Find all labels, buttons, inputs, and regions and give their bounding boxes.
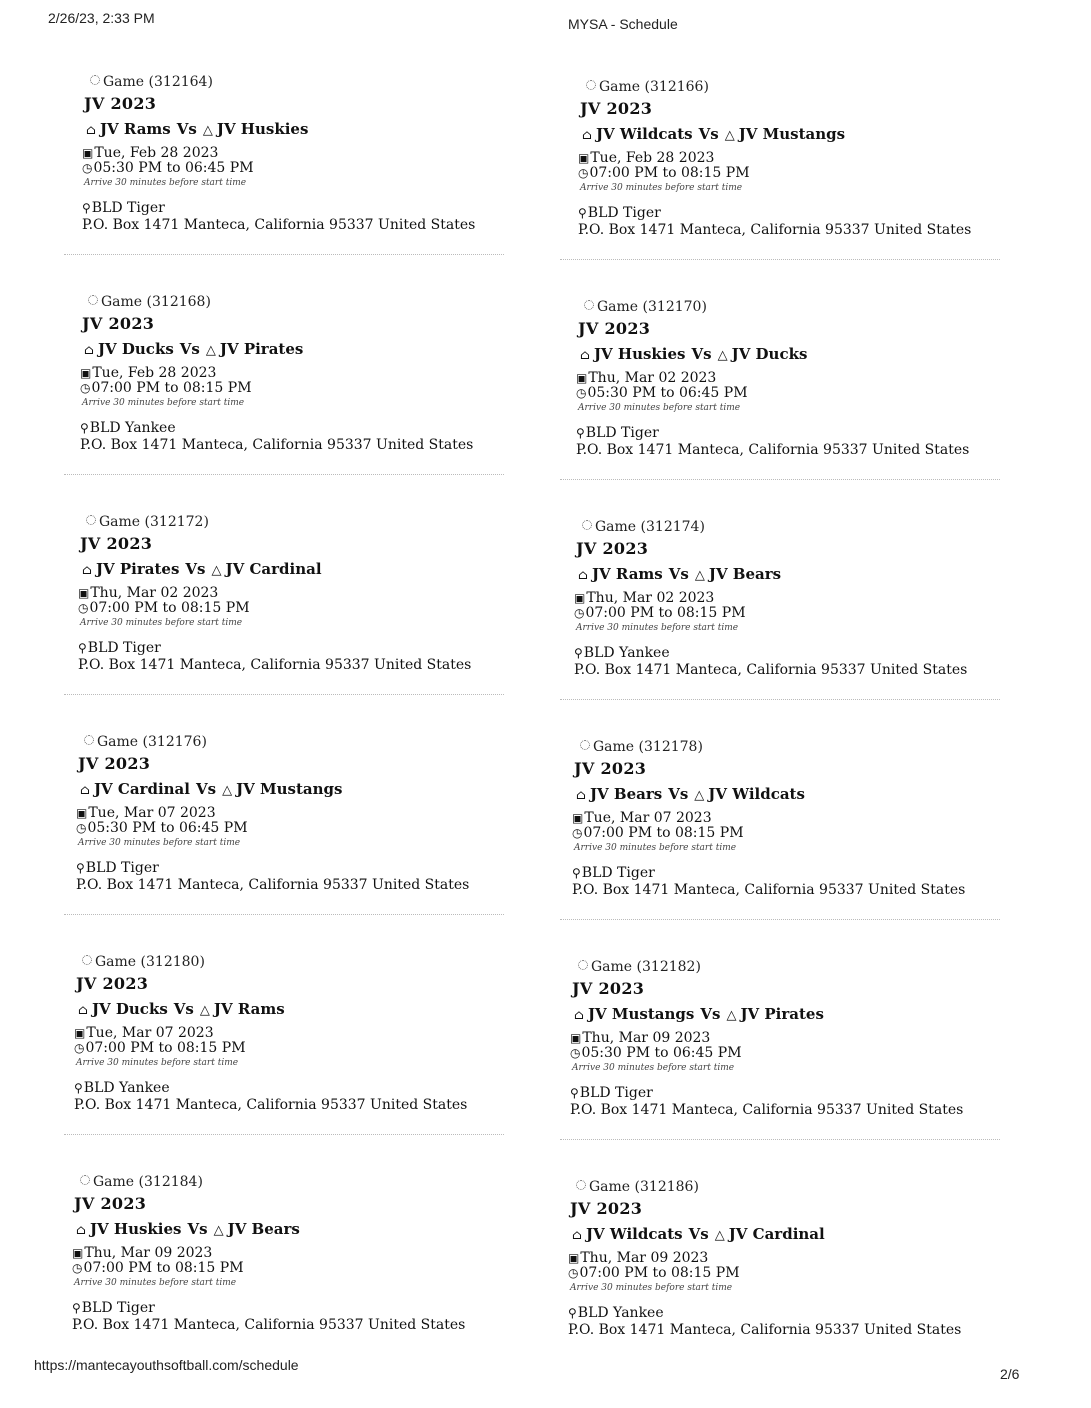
game-id-label: Game (312164): [103, 74, 213, 90]
map-pin-icon: ⚲: [80, 421, 89, 435]
away-team: JV Ducks: [731, 345, 808, 363]
matchup: [76, 1220, 300, 1238]
card-separator: [560, 1139, 1000, 1140]
game-time: [80, 380, 252, 396]
game-card: [574, 739, 1044, 939]
calendar-icon: ▣: [568, 1251, 580, 1265]
arrive-note: Arrive 30 minutes before start time: [80, 618, 243, 628]
game-card: [80, 514, 550, 714]
game-time: [568, 1265, 740, 1281]
game-id[interactable]: [88, 294, 211, 310]
game-time: [574, 605, 746, 621]
away-team: JV Mustangs: [738, 125, 846, 143]
matchup: [82, 560, 322, 578]
away-icon: △: [222, 783, 233, 798]
vs-label: Vs: [179, 340, 200, 358]
home-icon: ⌂: [574, 1008, 584, 1023]
game-id[interactable]: [86, 514, 209, 530]
clock-icon: ◷: [576, 386, 587, 400]
location-address: P.O. Box 1471 Manteca, California 95337 United States: [76, 877, 470, 893]
matchup: [84, 340, 303, 358]
card-separator: [64, 914, 504, 915]
location-name: BLD Yankee: [83, 1080, 170, 1096]
arrive-note: Arrive 30 minutes before start time: [578, 403, 741, 413]
home-team: JV Ducks: [97, 340, 174, 358]
season-label: JV 2023: [82, 314, 155, 333]
game-card: [580, 79, 1050, 279]
game-time: [72, 1260, 244, 1276]
matchup: [580, 345, 807, 363]
away-team: JV Rams: [213, 1000, 285, 1018]
game-id-label: Game (312170): [597, 299, 707, 315]
game-id[interactable]: [582, 519, 705, 535]
game-time-text: 07:00 PM to 08:15 PM: [579, 1265, 740, 1281]
game-id-label: Game (312180): [95, 954, 205, 970]
game-location[interactable]: [572, 865, 655, 881]
game-date-text: Tue, Mar 07 2023: [86, 1025, 214, 1041]
map-pin-icon: ⚲: [82, 201, 91, 215]
game-time-text: 05:30 PM to 06:45 PM: [587, 385, 748, 401]
game-date-text: Thu, Mar 09 2023: [84, 1245, 213, 1261]
game-id[interactable]: [584, 299, 707, 315]
game-date-text: Tue, Mar 07 2023: [88, 805, 216, 821]
game-id[interactable]: [576, 1179, 699, 1195]
card-separator: [560, 919, 1000, 920]
home-team: JV Cardinal: [93, 780, 190, 798]
location-name: BLD Tiger: [581, 865, 655, 881]
game-card: [76, 954, 546, 1154]
location-address: P.O. Box 1471 Manteca, California 95337 United States: [78, 657, 472, 673]
home-icon: ⌂: [84, 343, 94, 358]
location-address: P.O. Box 1471 Manteca, California 95337 United States: [72, 1317, 466, 1333]
game-location[interactable]: [570, 1085, 653, 1101]
home-icon: ⌂: [578, 568, 588, 583]
game-location[interactable]: [72, 1300, 155, 1316]
home-icon: ⌂: [572, 1228, 582, 1243]
game-id-label: Game (312172): [99, 514, 209, 530]
away-icon: △: [717, 348, 728, 363]
away-icon: △: [694, 788, 705, 803]
game-id-label: Game (312176): [97, 734, 207, 750]
clock-icon: ◷: [82, 161, 93, 175]
game-time-text: 07:00 PM to 08:15 PM: [85, 1040, 246, 1056]
away-icon: △: [211, 563, 222, 578]
away-icon: △: [202, 123, 213, 138]
map-pin-icon: ⚲: [568, 1306, 577, 1320]
game-id-label: Game (312184): [93, 1174, 203, 1190]
calendar-icon: ▣: [80, 366, 92, 380]
matchup: [572, 1225, 825, 1243]
home-team: JV Mustangs: [587, 1005, 695, 1023]
season-label: JV 2023: [574, 759, 647, 778]
away-icon: △: [694, 568, 705, 583]
game-location[interactable]: [78, 640, 161, 656]
clock-icon: ◷: [568, 1266, 579, 1280]
vs-label: Vs: [176, 120, 197, 138]
game-id-label: Game (312182): [591, 959, 701, 975]
game-time: [578, 165, 750, 181]
clock-icon: ◷: [578, 166, 589, 180]
game-time-text: 05:30 PM to 06:45 PM: [93, 160, 254, 176]
game-id[interactable]: [82, 954, 205, 970]
game-location[interactable]: [80, 420, 176, 436]
game-status-icon: [82, 955, 92, 965]
game-card: [74, 1174, 544, 1374]
calendar-icon: ▣: [570, 1031, 582, 1045]
game-date: [568, 1250, 708, 1266]
game-date: [576, 370, 716, 386]
print-title: MYSA - Schedule: [568, 16, 678, 32]
game-location[interactable]: [574, 645, 670, 661]
arrive-note: Arrive 30 minutes before start time: [576, 623, 739, 633]
home-icon: ⌂: [86, 123, 96, 138]
game-time-text: 07:00 PM to 08:15 PM: [89, 600, 250, 616]
game-date: [572, 810, 712, 826]
game-date: [72, 1245, 212, 1261]
game-time: [82, 160, 254, 176]
away-team: JV Bears: [227, 1220, 300, 1238]
game-location[interactable]: [578, 205, 661, 221]
game-status-icon: [84, 735, 94, 745]
map-pin-icon: ⚲: [570, 1086, 579, 1100]
matchup: [78, 1000, 285, 1018]
location-address: P.O. Box 1471 Manteca, California 95337 United States: [82, 217, 476, 233]
vs-label: Vs: [698, 125, 719, 143]
game-status-icon: [582, 520, 592, 530]
location-name: BLD Tiger: [87, 640, 161, 656]
print-date: 2/26/23, 2:33 PM: [48, 10, 155, 26]
page-number: 2/6: [1000, 1366, 1020, 1382]
vs-label: Vs: [688, 1225, 709, 1243]
away-icon: △: [724, 128, 735, 143]
location-name: BLD Tiger: [587, 205, 661, 221]
home-icon: ⌂: [78, 1003, 88, 1018]
game-status-icon: [576, 1180, 586, 1190]
calendar-icon: ▣: [72, 1246, 84, 1260]
away-team: JV Pirates: [740, 1005, 824, 1023]
home-team: JV Rams: [99, 120, 171, 138]
map-pin-icon: ⚲: [72, 1301, 81, 1315]
season-label: JV 2023: [576, 539, 649, 558]
away-team: JV Cardinal: [225, 560, 322, 578]
arrive-note: Arrive 30 minutes before start time: [84, 178, 247, 188]
calendar-icon: ▣: [76, 806, 88, 820]
game-time: [572, 825, 744, 841]
game-time-text: 07:00 PM to 08:15 PM: [589, 165, 750, 181]
clock-icon: ◷: [570, 1046, 581, 1060]
card-separator: [560, 259, 1000, 260]
home-icon: ⌂: [580, 348, 590, 363]
arrive-note: Arrive 30 minutes before start time: [572, 1063, 735, 1073]
arrive-note: Arrive 30 minutes before start time: [82, 398, 245, 408]
clock-icon: ◷: [76, 821, 87, 835]
season-label: JV 2023: [76, 974, 149, 993]
game-status-icon: [80, 1175, 90, 1185]
card-separator: [560, 479, 1000, 480]
location-name: BLD Tiger: [585, 425, 659, 441]
game-date: [578, 150, 714, 166]
game-card: [578, 299, 1048, 499]
map-pin-icon: ⚲: [578, 206, 587, 220]
home-team: JV Ducks: [91, 1000, 168, 1018]
vs-label: Vs: [668, 565, 689, 583]
home-icon: ⌂: [576, 788, 586, 803]
season-label: JV 2023: [78, 754, 151, 773]
map-pin-icon: ⚲: [576, 426, 585, 440]
game-date-text: Thu, Mar 02 2023: [588, 370, 717, 386]
matchup: [86, 120, 308, 138]
game-time-text: 05:30 PM to 06:45 PM: [87, 820, 248, 836]
location-name: BLD Yankee: [583, 645, 670, 661]
game-id-label: Game (312168): [101, 294, 211, 310]
vs-label: Vs: [187, 1220, 208, 1238]
away-icon: △: [199, 1003, 210, 1018]
location-address: P.O. Box 1471 Manteca, California 95337 United States: [74, 1097, 468, 1113]
calendar-icon: ▣: [578, 151, 590, 165]
game-date-text: Tue, Feb 28 2023: [590, 150, 715, 166]
game-location[interactable]: [82, 200, 165, 216]
home-icon: ⌂: [582, 128, 592, 143]
arrive-note: Arrive 30 minutes before start time: [76, 1058, 239, 1068]
location-name: BLD Tiger: [81, 1300, 155, 1316]
map-pin-icon: ⚲: [74, 1081, 83, 1095]
game-date-text: Thu, Mar 02 2023: [586, 590, 715, 606]
away-team: JV Cardinal: [728, 1225, 825, 1243]
game-id[interactable]: [90, 74, 213, 90]
card-separator: [64, 474, 504, 475]
game-date: [74, 1025, 214, 1041]
game-card: [78, 734, 548, 934]
card-separator: [64, 254, 504, 255]
away-icon: △: [714, 1228, 725, 1243]
arrive-note: Arrive 30 minutes before start time: [78, 838, 241, 848]
game-location[interactable]: [576, 425, 659, 441]
game-time-text: 07:00 PM to 08:15 PM: [583, 825, 744, 841]
vs-label: Vs: [668, 785, 689, 803]
game-date: [82, 145, 218, 161]
game-date: [570, 1030, 710, 1046]
game-date-text: Tue, Feb 28 2023: [92, 365, 217, 381]
card-separator: [64, 694, 504, 695]
game-time: [78, 600, 250, 616]
game-date: [574, 590, 714, 606]
game-id-label: Game (312166): [599, 79, 709, 95]
calendar-icon: ▣: [74, 1026, 86, 1040]
game-location[interactable]: [74, 1080, 170, 1096]
game-card: [570, 1179, 1040, 1379]
home-team: JV Huskies: [593, 345, 686, 363]
card-separator: [560, 699, 1000, 700]
game-id-label: Game (312178): [593, 739, 703, 755]
game-id[interactable]: [80, 1174, 203, 1190]
home-team: JV Wildcats: [595, 125, 693, 143]
vs-label: Vs: [700, 1005, 721, 1023]
map-pin-icon: ⚲: [76, 861, 85, 875]
card-separator: [64, 1134, 504, 1135]
map-pin-icon: ⚲: [78, 641, 87, 655]
game-id[interactable]: [578, 959, 701, 975]
location-name: BLD Tiger: [91, 200, 165, 216]
clock-icon: ◷: [574, 606, 585, 620]
away-team: JV Huskies: [216, 120, 309, 138]
location-address: P.O. Box 1471 Manteca, California 95337 United States: [572, 882, 966, 898]
home-icon: ⌂: [82, 563, 92, 578]
footer-url[interactable]: https://mantecayouthsoftball.com/schedule: [34, 1357, 299, 1373]
game-status-icon: [86, 515, 96, 525]
location-name: BLD Tiger: [85, 860, 159, 876]
game-id[interactable]: [84, 734, 207, 750]
clock-icon: ◷: [72, 1261, 83, 1275]
location-address: P.O. Box 1471 Manteca, California 95337 United States: [578, 222, 972, 238]
season-label: JV 2023: [80, 534, 153, 553]
calendar-icon: ▣: [574, 591, 586, 605]
game-id[interactable]: [586, 79, 709, 95]
matchup: [574, 1005, 824, 1023]
season-label: JV 2023: [578, 319, 651, 338]
season-label: JV 2023: [572, 979, 645, 998]
location-address: P.O. Box 1471 Manteca, California 95337 United States: [570, 1102, 964, 1118]
game-date: [80, 365, 216, 381]
game-time-text: 07:00 PM to 08:15 PM: [585, 605, 746, 621]
season-label: JV 2023: [74, 1194, 147, 1213]
season-label: JV 2023: [580, 99, 653, 118]
game-date: [76, 805, 216, 821]
game-date-text: Thu, Mar 09 2023: [580, 1250, 709, 1266]
location-address: P.O. Box 1471 Manteca, California 95337 United States: [80, 437, 474, 453]
game-location[interactable]: [76, 860, 159, 876]
home-team: JV Bears: [589, 785, 663, 803]
game-card: [572, 959, 1042, 1159]
away-team: JV Pirates: [219, 340, 304, 358]
location-address: P.O. Box 1471 Manteca, California 95337 United States: [576, 442, 970, 458]
game-status-icon: [90, 75, 100, 85]
away-icon: △: [726, 1008, 737, 1023]
location-address: P.O. Box 1471 Manteca, California 95337 United States: [568, 1322, 962, 1338]
game-status-icon: [586, 80, 596, 90]
matchup: [576, 785, 805, 803]
home-team: JV Pirates: [95, 560, 180, 578]
game-status-icon: [88, 295, 98, 305]
clock-icon: ◷: [572, 826, 583, 840]
season-label: JV 2023: [84, 94, 157, 113]
away-icon: △: [213, 1223, 224, 1238]
location-name: BLD Yankee: [89, 420, 176, 436]
calendar-icon: ▣: [82, 146, 94, 160]
calendar-icon: ▣: [78, 586, 90, 600]
location-name: BLD Yankee: [577, 1305, 664, 1321]
game-time-text: 07:00 PM to 08:15 PM: [91, 380, 252, 396]
away-team: JV Mustangs: [236, 780, 343, 798]
away-team: JV Bears: [708, 565, 782, 583]
clock-icon: ◷: [80, 381, 91, 395]
calendar-icon: ▣: [576, 371, 588, 385]
map-pin-icon: ⚲: [572, 866, 581, 880]
home-team: JV Huskies: [89, 1220, 182, 1238]
game-location[interactable]: [568, 1305, 664, 1321]
game-time: [576, 385, 748, 401]
game-id-label: Game (312174): [595, 519, 705, 535]
home-team: JV Rams: [591, 565, 663, 583]
game-time: [76, 820, 248, 836]
arrive-note: Arrive 30 minutes before start time: [570, 1283, 733, 1293]
game-status-icon: [578, 960, 588, 970]
game-card: [576, 519, 1046, 719]
game-date: [78, 585, 218, 601]
season-label: JV 2023: [570, 1199, 643, 1218]
game-time: [570, 1045, 742, 1061]
clock-icon: ◷: [74, 1041, 85, 1055]
vs-label: Vs: [691, 345, 712, 363]
game-card: [84, 74, 554, 274]
away-team: JV Wildcats: [708, 785, 805, 803]
matchup: [582, 125, 845, 143]
game-id-label: Game (312186): [589, 1179, 699, 1195]
game-date-text: Thu, Mar 09 2023: [582, 1030, 711, 1046]
game-date-text: Thu, Mar 02 2023: [90, 585, 219, 601]
matchup: [578, 565, 781, 583]
game-status-icon: [580, 740, 590, 750]
location-address: P.O. Box 1471 Manteca, California 95337 United States: [574, 662, 968, 678]
home-team: JV Wildcats: [585, 1225, 683, 1243]
matchup: [80, 780, 342, 798]
game-id[interactable]: [580, 739, 703, 755]
game-time: [74, 1040, 246, 1056]
game-time-text: 07:00 PM to 08:15 PM: [83, 1260, 244, 1276]
game-time-text: 05:30 PM to 06:45 PM: [581, 1045, 742, 1061]
map-pin-icon: ⚲: [574, 646, 583, 660]
arrive-note: Arrive 30 minutes before start time: [74, 1278, 237, 1288]
arrive-note: Arrive 30 minutes before start time: [580, 183, 743, 193]
clock-icon: ◷: [78, 601, 89, 615]
location-name: BLD Tiger: [579, 1085, 653, 1101]
home-icon: ⌂: [80, 783, 90, 798]
arrive-note: Arrive 30 minutes before start time: [574, 843, 737, 853]
vs-label: Vs: [185, 560, 206, 578]
vs-label: Vs: [173, 1000, 194, 1018]
vs-label: Vs: [195, 780, 217, 798]
away-icon: △: [205, 343, 216, 358]
game-status-icon: [584, 300, 594, 310]
game-date-text: Tue, Mar 07 2023: [584, 810, 712, 826]
game-card: [82, 294, 552, 494]
calendar-icon: ▣: [572, 811, 584, 825]
game-date-text: Tue, Feb 28 2023: [94, 145, 219, 161]
home-icon: ⌂: [76, 1223, 86, 1238]
